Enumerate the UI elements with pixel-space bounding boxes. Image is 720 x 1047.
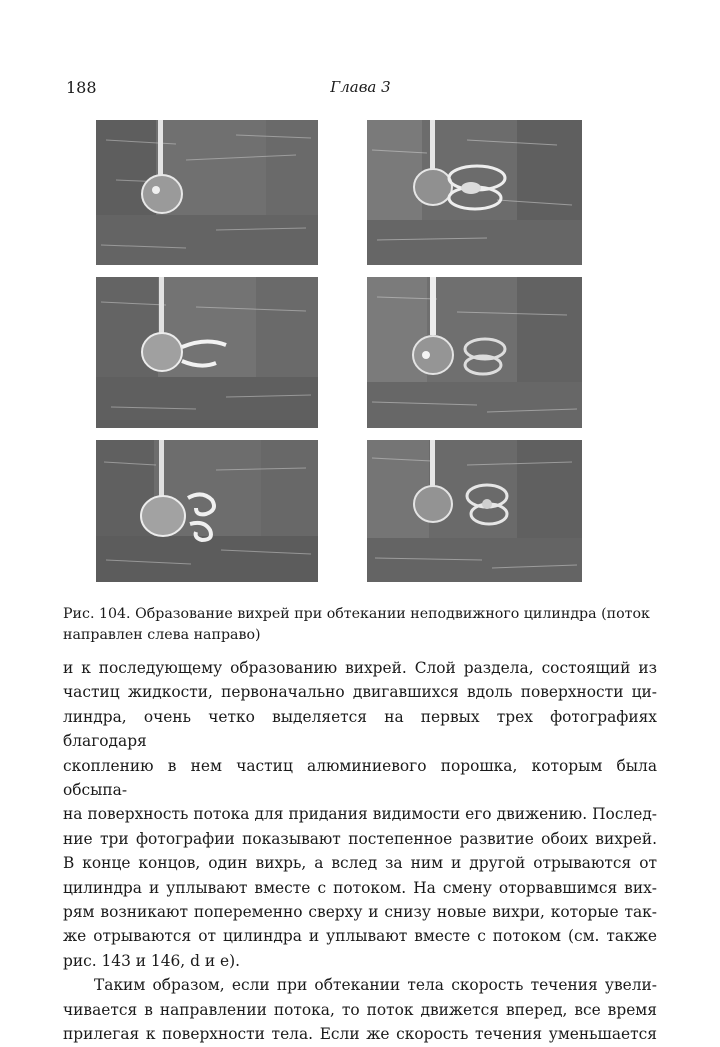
photo-3-image [96, 277, 318, 428]
text-line: В конце концов, один вихрь, а вслед за ним и другой отрываются от [63, 854, 657, 873]
paragraph-1 [63, 656, 657, 973]
photo-5-image [96, 440, 318, 582]
running-head: Глава 3 [330, 78, 391, 96]
text-line: прилегая к поверхности тела. Если же скорость течения уменьшается [63, 1025, 657, 1044]
text-line: Таким образом, если при обтекании тела скорость течения увели- [94, 976, 657, 995]
body-text [63, 656, 657, 1047]
photo-1 [96, 120, 318, 265]
photo-2 [367, 120, 582, 265]
caption-line: направлен слева направо) [63, 627, 261, 643]
text-line: ние три фотографии показывают постепенное развитие обоих вихрей. [63, 829, 657, 848]
text-line: и к последующему образованию вихрей. Слой раздела, состоящий из [63, 659, 657, 677]
text-line: частиц жидкости, первоначально двигавшихся вдоль поверхности ци- [63, 683, 657, 702]
text-line: чивается в направлении потока, то поток движется вперед, все время [63, 1000, 657, 1019]
figure-caption [63, 604, 657, 646]
photo-5 [96, 440, 318, 582]
photo-2-image [367, 120, 582, 265]
paragraph-2 [63, 973, 657, 1046]
text-line: же отрываются от цилиндра и уплывают вместе с потоком (см. также [63, 927, 657, 946]
text-line: рис. 143 и 146, d и е). [63, 951, 240, 970]
photo-4-image [367, 277, 582, 428]
text-line: цилиндра и уплывают вместе с потоком. На смену оторвавшимся вих- [63, 878, 657, 897]
text-line: линдра, очень четко выделяется на первых трех фотографиях благодаря [63, 707, 657, 751]
text-line: на поверхность потока для придания видимости его движению. Послед- [63, 805, 657, 824]
text-line: рям возникают попеременно сверху и снизу новые вихри, которые так- [63, 903, 657, 922]
page-header [66, 78, 655, 100]
photo-1-image [96, 120, 318, 265]
photo-4 [367, 277, 582, 428]
photo-6-image [367, 440, 582, 582]
photo-6 [367, 440, 582, 582]
photo-3 [96, 277, 318, 428]
page-number: 188 [66, 78, 97, 97]
text-line: скоплению в нем частиц алюминиевого порошка, которым была обсыпа- [63, 756, 657, 800]
caption-line: Рис. 104. Образование вихрей при обтекании неподвижного цилиндра (поток [63, 606, 650, 622]
